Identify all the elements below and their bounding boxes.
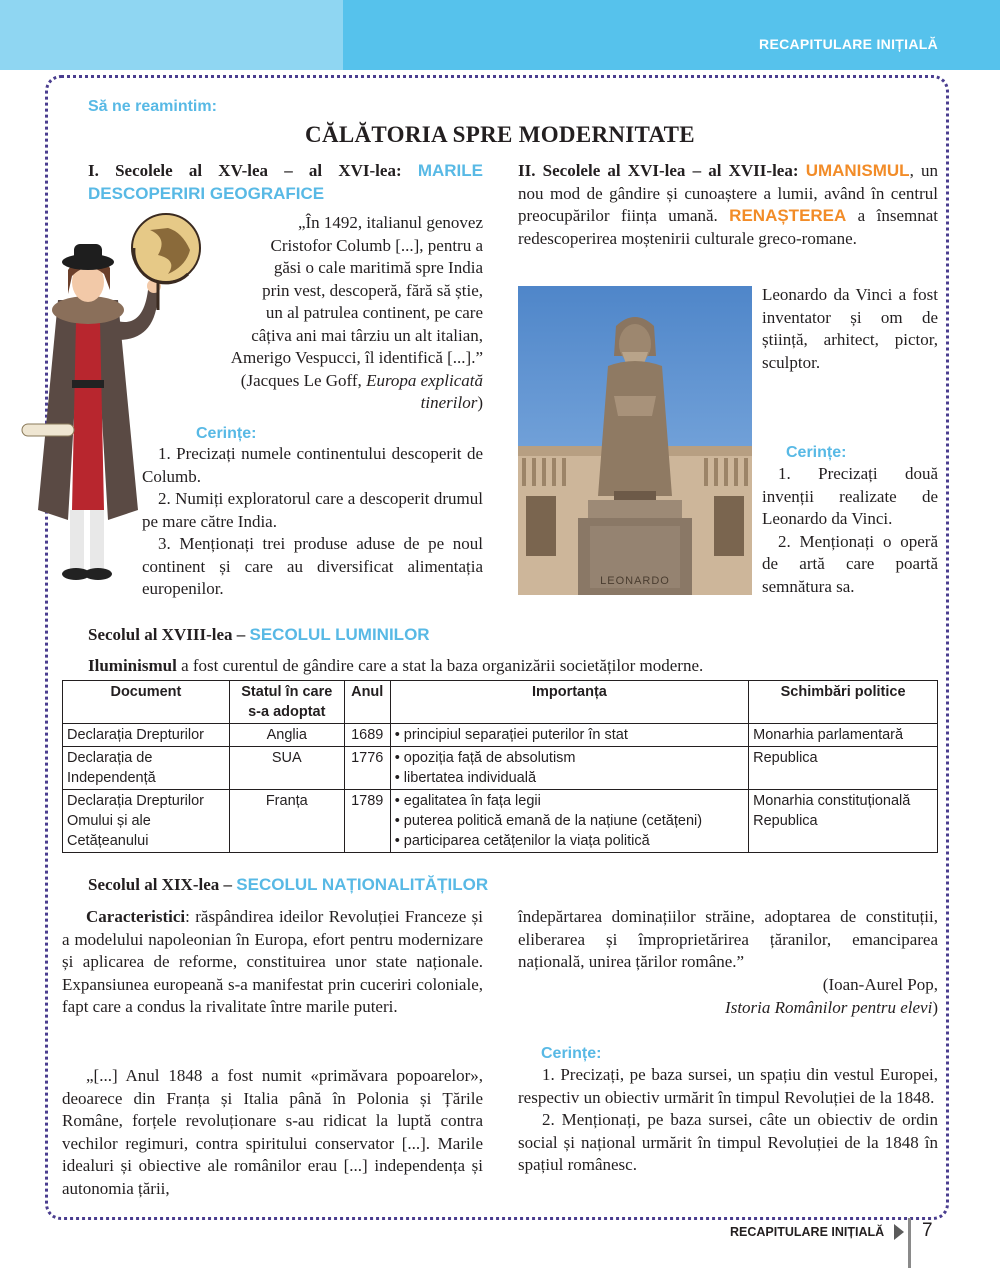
- requirement-item: 2. Numiți exploratorul care a descoperit drumul pe mare către India.: [142, 489, 483, 531]
- table-header-row: [63, 681, 938, 724]
- section4-heading: Secolul al XIX-lea – SECOLUL NAȚIONALITĂȚILOR: [88, 875, 489, 894]
- column-header: Importanța: [390, 681, 748, 724]
- section4-quote-part1: „[...] Anul 1848 a fost numit «primăvara popoarelor», deoarece din Franța și Italia până în Polonia și Țările Române, forțele revoluționare s-au ridicat la luptă contra vechilor regimuri, contra spiritului conservator [...]. Marile idealuri și obiective ale românilor erau [...] independența și autonomia țării,: [62, 1066, 483, 1198]
- table-row: [63, 747, 938, 790]
- requirement-item: 2. Menționați, pe baza sursei, câte un obiectiv de ordin social și național urmărit în timpul Revoluției de la 1848 în spațiul românesc.: [518, 1110, 938, 1174]
- column-header: Statul în care s-a adoptat: [229, 681, 344, 724]
- section4-requirements: [518, 1064, 938, 1177]
- header-band-right: [343, 0, 1000, 70]
- table-cell: • opoziția față de absolutism • libertatea individuală: [390, 747, 748, 790]
- footer-divider: [908, 1218, 911, 1268]
- footer-arrow-icon: [894, 1224, 904, 1240]
- requirement-item: 1. Precizați, pe baza sursei, un spațiu din vestul Europei, respectiv un obiectiv urmărit în timpul Revoluției de la 1848.: [518, 1065, 938, 1107]
- table-cell: Declarația Drepturilor Omului și ale Cetățeanului: [63, 790, 230, 853]
- table-cell: • egalitatea în fața legii • puterea politică emană de la națiune (cetățeni) • participarea cetățenilor la viața politică: [390, 790, 748, 853]
- section2-requirements-label: Cerințe:: [786, 444, 847, 461]
- section1-quote: „În 1492, italianul genovez Cristofor Columb [...], pentru a găsi o cale maritimă spre India prin vest, descoperă, fără să știe, un al patrulea continent, pe care câțiva ani mai târziu un alt italian, Amerigo Vespucci, îl identifică [...].” (Jacques Le Goff, Europa explicată tinerilor): [230, 213, 483, 412]
- requirement-item: 3. Menționați trei produse aduse de pe noul continent și care au diversificat alimentația europenilor.: [142, 534, 483, 598]
- section3-heading: Secolul al XVIII-lea – SECOLUL LUMINILOR: [88, 625, 430, 644]
- section4-characteristics: Caracteristici: răspândirea ideilor Revoluției Franceze și a modelului napoleonian în Europa, efort pentru modernizare și aplicarea de reforme, constituirea unor state naționale. Expansiunea europeană s-a manifestat prin cuceriri coloniale, fapt care a condus la rivalitate între marile puteri.: [62, 907, 483, 1016]
- statue-inscription: LEONARDO: [600, 575, 670, 587]
- section1-heading: I. Secolele al XV-lea – al XVI-lea: MARILE DESCOPERIRI GEOGRAFICE: [88, 161, 483, 203]
- table-cell: Declarația Drepturilor: [63, 724, 230, 747]
- table-cell: • principiul separației puterilor în stat: [390, 724, 748, 747]
- requirement-item: 2. Menționați o operă de artă care poartă semnătura sa.: [762, 531, 938, 596]
- leonardo-statue-photo: [518, 286, 752, 595]
- table-cell: 1689: [344, 724, 390, 747]
- column-header: Schimbări politice: [749, 681, 938, 724]
- section2-text: II. Secolele al XVI-lea – al XVII-lea: UMANISMUL, un nou mod de gândire și cunoaștere a lumii, având în centrul preocupărilor ființa umană. RENAȘTEREA a însemnat redescoperirea moștenirii culturale greco-romane.: [518, 161, 938, 248]
- section1-requirements: [142, 443, 483, 601]
- table-row: [63, 724, 938, 747]
- table-cell: Republica: [749, 747, 938, 790]
- intro-label: Să ne reamintim:: [88, 98, 217, 115]
- header-label: RECAPITULARE INIȚIALĂ: [759, 36, 938, 52]
- leonardo-caption: Leonardo da Vinci a fost inventator și om de știință, arhitect, pictor, sculptor.: [762, 285, 938, 372]
- section4-quote-part2: îndepărtarea dominațiilor străine, adoptarea de constituții, eliberarea și împroprietărirea țăranilor, emanciparea națională, unirea țărilor române.”: [518, 907, 938, 971]
- table-cell: Franța: [229, 790, 344, 853]
- section4-requirements-label: Cerințe:: [541, 1045, 602, 1062]
- section2-requirements: [762, 463, 938, 598]
- enlightenment-table: [62, 680, 938, 853]
- footer-label: RECAPITULARE INIȚIALĂ: [730, 1225, 885, 1239]
- table-cell: Declarația de Independență: [63, 747, 230, 790]
- column-header: Document: [63, 681, 230, 724]
- table-cell: SUA: [229, 747, 344, 790]
- table-cell: 1776: [344, 747, 390, 790]
- section1-requirements-label: Cerințe:: [196, 425, 257, 442]
- page-title: CĂLĂTORIA SPRE MODERNITATE: [305, 122, 695, 147]
- section4-source: (Ioan-Aurel Pop, Istoria Românilor pentru elevi): [725, 975, 938, 1017]
- table-cell: Monarhia constituțională Republica: [749, 790, 938, 853]
- table-cell: Anglia: [229, 724, 344, 747]
- table-cell: Monarhia parlamentară: [749, 724, 938, 747]
- column-header: Anul: [344, 681, 390, 724]
- requirement-item: 1. Precizați două invenții realizate de Leonardo da Vinci.: [762, 464, 938, 528]
- table-cell: 1789: [344, 790, 390, 853]
- page-number: 7: [922, 1220, 933, 1241]
- section3-intro: Iluminismul a fost curentul de gândire care a stat la baza organizării societăților moderne.: [88, 656, 704, 675]
- requirement-item: 1. Precizați numele continentului descoperit de Columb.: [142, 444, 483, 486]
- table-row: [63, 790, 938, 853]
